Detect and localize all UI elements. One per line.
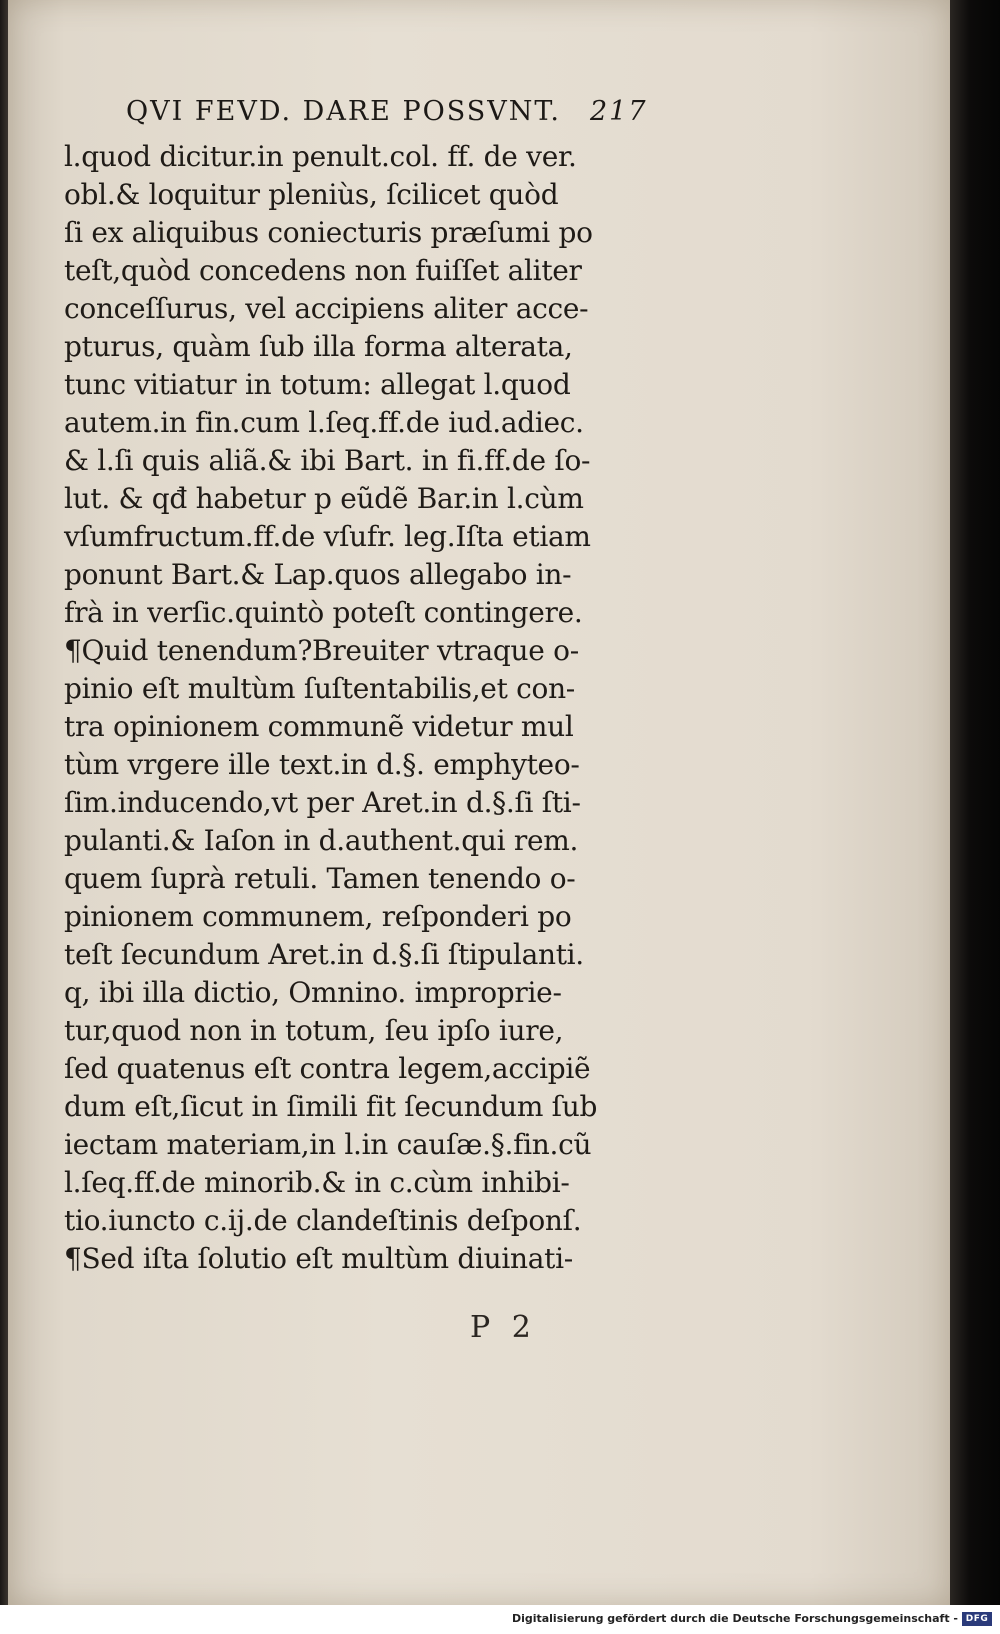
text-line: pinio eſt multùm ſuſtentabilis,et con- — [64, 672, 575, 705]
signature-mark: P 2 — [470, 1310, 537, 1345]
text-line: vſumfructum.ff.de vſufr. leg.Iſta etiam — [64, 520, 591, 553]
text-line: ſed quatenus eſt contra legem,accipiẽ — [64, 1052, 591, 1085]
text-line: pulanti.& Iaſon in d.authent.qui rem. — [64, 824, 579, 857]
text-line: q, ibi illa dictio, Omnino. improprie- — [64, 976, 562, 1009]
running-title: QVI FEVD. DARE POSSVNT. — [126, 96, 562, 127]
text-line: tunc vitiatur in totum: allegat l.quod — [64, 368, 571, 401]
text-line: tra opinionem communẽ videtur mul — [64, 710, 574, 743]
digitization-footer — [0, 1605, 1000, 1634]
text-line: ponunt Bart.& Lap.quos allegabo in- — [64, 558, 572, 591]
body-text — [64, 138, 644, 1278]
text-line: l.quod dicitur.in penult.col. ff. de ver. — [64, 140, 577, 173]
folio-number: 217 — [590, 96, 648, 127]
text-line: ¶Sed iſta ſolutio eſt multùm diuinati- — [64, 1242, 573, 1275]
text-line: obl.& loquitur pleniùs, ſcilicet quòd — [64, 178, 559, 211]
text-line: dum eſt,ſicut in ſimili fit ſecundum ſub — [64, 1090, 598, 1123]
text-line: ſim.inducendo,vt per Aret.in d.§.ſi ſti- — [64, 786, 581, 819]
text-line: pturus, quàm ſub illa forma alterata, — [64, 330, 573, 363]
text-line: teſt ſecundum Aret.in d.§.ſi ſtipulanti. — [64, 938, 584, 971]
text-line: tio.iuncto c.ij.de clandeſtinis deſponſ. — [64, 1204, 582, 1237]
text-line: pinionem communem, reſponderi po — [64, 900, 572, 933]
book-spine-edge — [950, 0, 1000, 1605]
text-line: quem ſuprà retuli. Tamen tenendo o- — [64, 862, 576, 895]
text-line: teſt,quòd concedens non fuiſſet aliter — [64, 254, 582, 287]
text-line: & l.ſi quis aliã.& ibi Bart. in fi.ff.de ſo- — [64, 444, 591, 477]
text-line: ſi ex aliquibus coniecturis præſumi po — [64, 216, 593, 249]
text-line: lut. & qđ habetur p eũdẽ Bar.in l.cùm — [64, 482, 584, 515]
text-line: tùm vrgere ille text.in d.§. emphyteo- — [64, 748, 580, 781]
text-line: l.ſeq.ff.de minorib.& in c.cùm inhibi- — [64, 1166, 570, 1199]
running-header — [126, 96, 646, 136]
text-line: conceſſurus, vel accipiens aliter acce- — [64, 292, 589, 325]
text-line: frà in verſic.quintò poteſt contingere. — [64, 596, 583, 629]
page-left-edge — [0, 0, 8, 1605]
text-line: iectam materiam,in l.in cauſæ.§.fin.cũ — [64, 1128, 592, 1161]
text-line: tur,quod non in totum, ſeu ipſo iure, — [64, 1014, 564, 1047]
funding-credit: Digitalisierung gefördert durch die Deutsche Forschungsgemeinschaft - — [511, 1612, 958, 1625]
dfg-logo-icon: DFG — [962, 1612, 992, 1626]
text-line: ¶Quid tenendum?Breuiter vtraque o- — [64, 634, 579, 667]
text-line: autem.in fin.cum l.ſeq.ff.de iud.adiec. — [64, 406, 584, 439]
